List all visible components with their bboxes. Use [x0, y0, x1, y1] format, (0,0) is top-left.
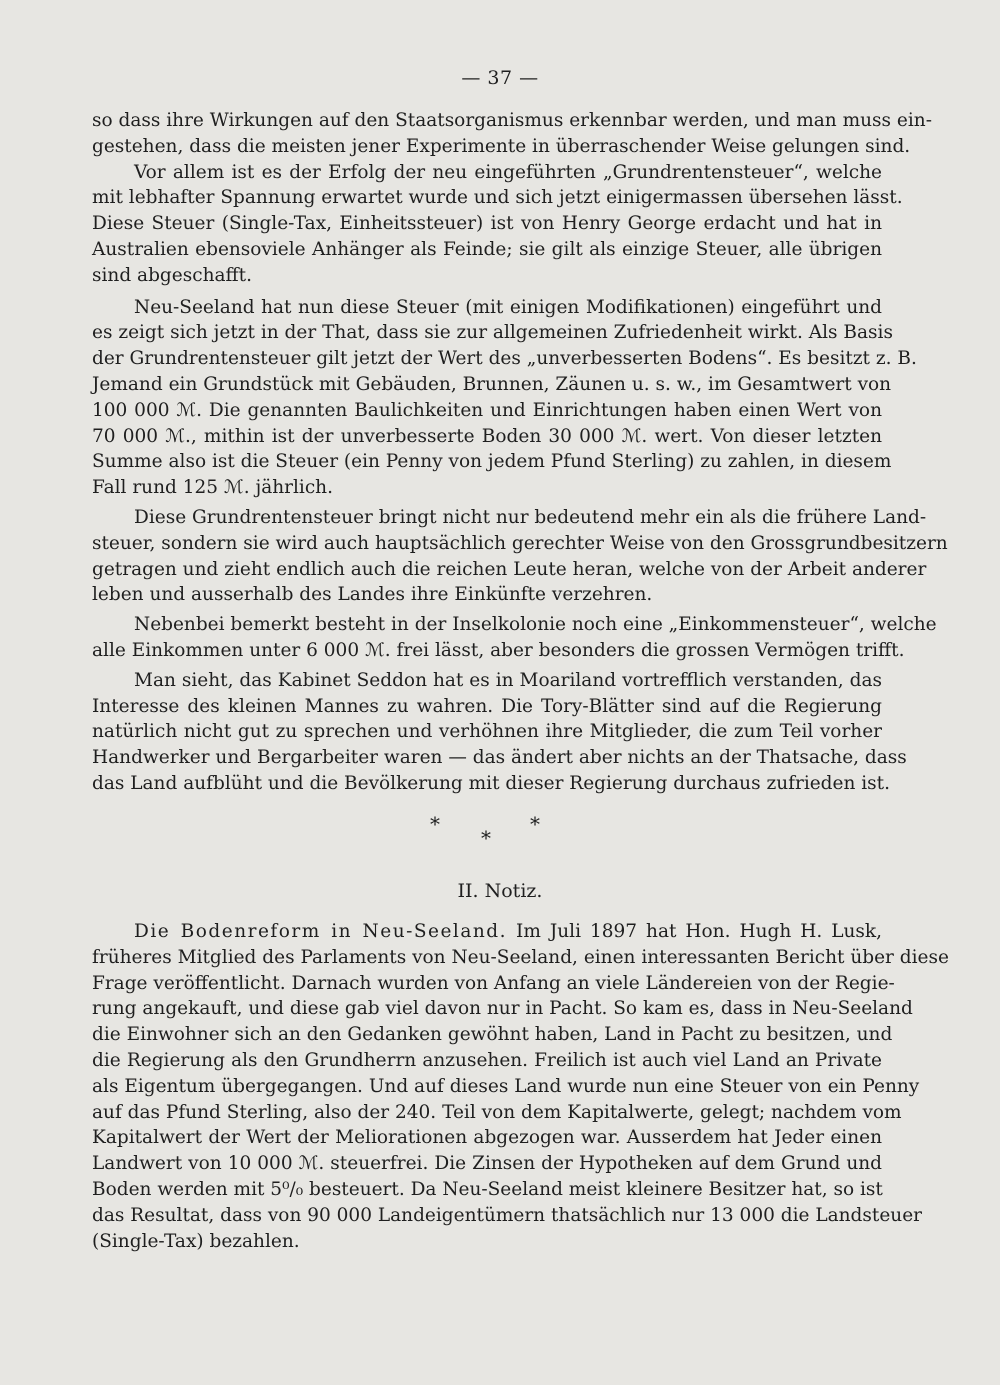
text-line: Neu-Seeland hat nun diese Steuer (mit einigen Modifikationen) eingeführt und [134, 296, 882, 318]
text-line: rung angekauft, und diese gab viel davon nur in Pacht. So kam es, dass in Neu-Seeland [92, 998, 913, 1020]
text-line: Diese Grundrentensteuer bringt nicht nur bedeutend mehr ein als die frühere Land- [134, 506, 927, 528]
text-line: gestehen, dass die meisten jener Experimente in überraschender Weise gelungen sind. [92, 135, 911, 157]
paragraph-3 [92, 295, 917, 501]
text-line: steuer, sondern sie wird auch hauptsächlich gerechter Weise von den Grossgrundbesitzern [92, 532, 948, 554]
paragraph-1 [92, 108, 932, 160]
text-line: Handwerker und Bergarbeiter waren — das ändert aber nichts an der Thatsache, dass [92, 747, 907, 769]
text-line: Vor allem ist es der Erfolg der neu eingeführten „Grundrentensteuer“, welche [134, 161, 882, 183]
section-notiz-text [92, 919, 949, 1254]
page-number: — 37 — [461, 67, 539, 89]
text-line: natürlich nicht gut zu sprechen und verhöhnen ihre Mitglieder, die zum Teil vorher [92, 721, 882, 743]
asterisk: * [481, 826, 491, 850]
text-line: alle Einkommen unter 6 000 ℳ. frei lässt, aber besonders die grossen Vermögen trifft. [92, 639, 905, 661]
section-separator [0, 812, 1000, 852]
text-line: mit lebhafter Spannung erwartet wurde und sich jetzt einigermassen übersehen lässt. [92, 187, 903, 209]
paragraph-5 [92, 612, 937, 664]
text-line: der Grundrentensteuer gilt jetzt der Wert des „unverbesserten Bodens“. Es besitzt z. B. [92, 348, 917, 370]
text-line [92, 919, 882, 945]
section-main-text [92, 108, 948, 797]
text-line: Boden werden mit 5⁰/₀ besteuert. Da Neu-Seeland meist kleinere Besitzer hat, so ist [92, 1178, 883, 1200]
text-line: früheres Mitglied des Parlaments von Neu-Seeland, einen interessanten Bericht über diese [92, 946, 949, 968]
text-line: Summe also ist die Steuer (ein Penny von jedem Pfund Sterling) zu zahlen, in diesem [92, 451, 892, 473]
text-line: Landwert von 10 000 ℳ. steuerfrei. Die Zinsen der Hypotheken auf dem Grund und [92, 1153, 882, 1175]
paragraph-4 [92, 505, 948, 608]
text-line: so dass ihre Wirkungen auf den Staatsorganismus erkennbar werden, und man muss ein- [92, 110, 932, 131]
text-line: leben und ausserhalb des Landes ihre Einkünfte verzehren. [92, 584, 653, 606]
text-line: Fall rund 125 ℳ. jährlich. [92, 477, 333, 499]
asterisk: * [530, 812, 540, 836]
text-line: Kapitalwert der Wert der Meliorationen abgezogen war. Ausserdem hat Jeder einen [92, 1127, 882, 1149]
text-line: als Eigentum übergegangen. Und auf dieses Land wurde nun eine Steuer von ein Penny [92, 1075, 920, 1097]
text-line: das Resultat, dass von 90 000 Landeigentümern thatsächlich nur 13 000 die Landsteuer [92, 1204, 922, 1226]
spaced-title: Die Bodenreform in Neu-Seeland. [134, 921, 508, 942]
text-line: Diese Steuer (Single-Tax, Einheitssteuer) ist von Henry George erdacht und hat in [92, 213, 882, 235]
notiz-paragraph [92, 919, 949, 1254]
text-span: Im Juli 1897 hat Hon. Hugh H. Lusk, [516, 921, 883, 942]
text-line: Australien ebensoviele Anhänger als Feinde; sie gilt als einzige Steuer, alle übrigen [92, 238, 882, 260]
text-line: die Regierung als den Grundherrn anzusehen. Freilich ist auch viel Land an Private [92, 1049, 882, 1071]
text-line: (Single-Tax) bezahlen. [92, 1230, 300, 1252]
text-line: Man sieht, das Kabinet Seddon hat es in Moariland vortrefflich verstanden, das [134, 669, 882, 691]
text-line: Nebenbei bemerkt besteht in der Inselkolonie noch eine „Einkommensteuer“, welche [134, 614, 937, 636]
text-line: Interesse des kleinen Mannes zu wahren. Die Tory-Blätter sind auf die Regierung [92, 695, 882, 717]
asterisk: * [430, 812, 440, 836]
text-line: Jemand ein Grundstück mit Gebäuden, Brunnen, Zäunen u. s. w., im Gesamtwert von [92, 373, 892, 395]
text-line: getragen und zieht endlich auch die reichen Leute heran, welche von der Arbeit anderer [92, 558, 927, 580]
text-line: Frage veröffentlicht. Darnach wurden von Anfang an viele Ländereien von der Regie- [92, 972, 895, 994]
text-line: die Einwohner sich an den Gedanken gewöhnt haben, Land in Pacht zu besitzen, und [92, 1024, 893, 1046]
section-heading: II. Notiz. [457, 880, 543, 902]
paragraph-2 [92, 160, 903, 289]
text-line: es zeigt sich jetzt in der That, dass sie zur allgemeinen Zufriedenheit wirkt. Als Basis [92, 322, 893, 344]
text-line: das Land aufblüht und die Bevölkerung mit dieser Regierung durchaus zufrieden ist. [92, 772, 890, 794]
text-line: sind abgeschafft. [92, 264, 252, 286]
text-line: auf das Pfund Sterling, also der 240. Teil von dem Kapitalwerte, gelegt; nachdem vom [92, 1101, 902, 1123]
paragraph-6 [92, 668, 907, 797]
text-line: 70 000 ℳ., mithin ist der unverbesserte Boden 30 000 ℳ. wert. Von dieser letzten [92, 425, 882, 447]
text-line: 100 000 ℳ. Die genannten Baulichkeiten und Einrichtungen haben einen Wert von [92, 399, 882, 421]
